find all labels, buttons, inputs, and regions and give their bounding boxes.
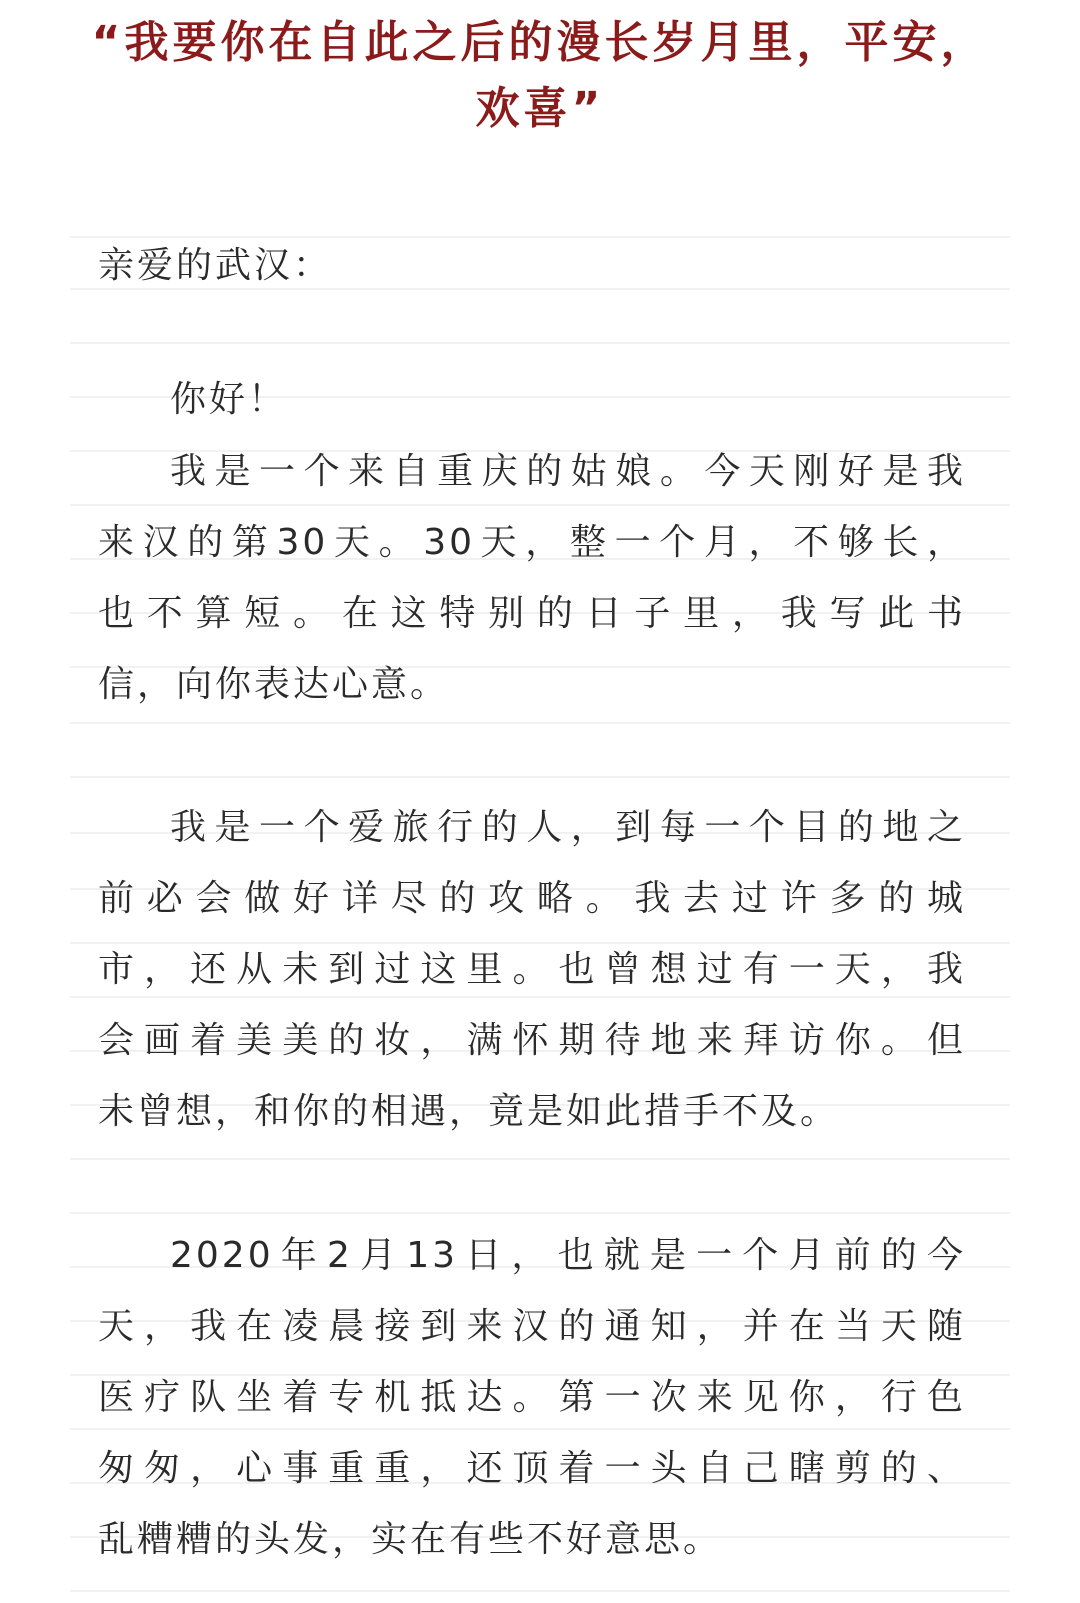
paragraph-3-line: 天，我在凌晨接到来汉的通知，并在当天随 bbox=[98, 1306, 966, 1347]
ruled-line bbox=[70, 1590, 1010, 1592]
paragraph-1-line: 信，向你表达心意。 bbox=[98, 664, 450, 705]
title-line-1: “我要你在自此之后的漫长岁月里，平安， bbox=[91, 17, 989, 68]
paragraph-2-line: 未曾想，和你的相遇，竟是如此措手不及。 bbox=[98, 1091, 840, 1132]
ruled-line bbox=[70, 722, 1010, 724]
paragraph-3-line: 2020年2月13日，也就是一个月前的今 bbox=[170, 1235, 966, 1276]
letter-paper bbox=[70, 236, 1010, 1603]
title-line-2: 欢喜” bbox=[475, 83, 605, 134]
paragraph-1-line: 我是一个来自重庆的姑娘。今天刚好是我 bbox=[170, 451, 966, 492]
letter-greeting: 你好！ bbox=[170, 379, 288, 420]
ruled-line bbox=[70, 1158, 1010, 1160]
paragraph-3-line: 乱糟糟的头发，实在有些不好意思。 bbox=[98, 1519, 723, 1560]
paragraph-2-line: 前必会做好详尽的攻略。我去过许多的城 bbox=[98, 878, 966, 919]
paragraph-2-line: 市，还从未到过这里。也曾想过有一天，我 bbox=[98, 949, 966, 990]
ruled-line bbox=[70, 1212, 1010, 1214]
paragraph-2-line: 我是一个爱旅行的人，到每一个目的地之 bbox=[170, 807, 966, 848]
paragraph-3-line: 匆匆，心事重重，还顶着一头自己瞎剪的、 bbox=[98, 1448, 966, 1489]
paragraph-3-line: 医疗队坐着专机抵达。第一次来见你，行色 bbox=[98, 1377, 966, 1418]
ruled-line bbox=[70, 776, 1010, 778]
ruled-line bbox=[70, 342, 1010, 344]
paragraph-2-line: 会画着美美的妆，满怀期待地来拜访你。但 bbox=[98, 1020, 966, 1061]
paragraph-1-line: 也不算短。在这特别的日子里，我写此书 bbox=[98, 593, 966, 634]
article-title bbox=[60, 10, 1020, 142]
paragraph-1-line: 来汉的第30天。30天，整一个月，不够长， bbox=[98, 522, 966, 563]
letter-salutation: 亲爱的武汉： bbox=[98, 245, 333, 286]
